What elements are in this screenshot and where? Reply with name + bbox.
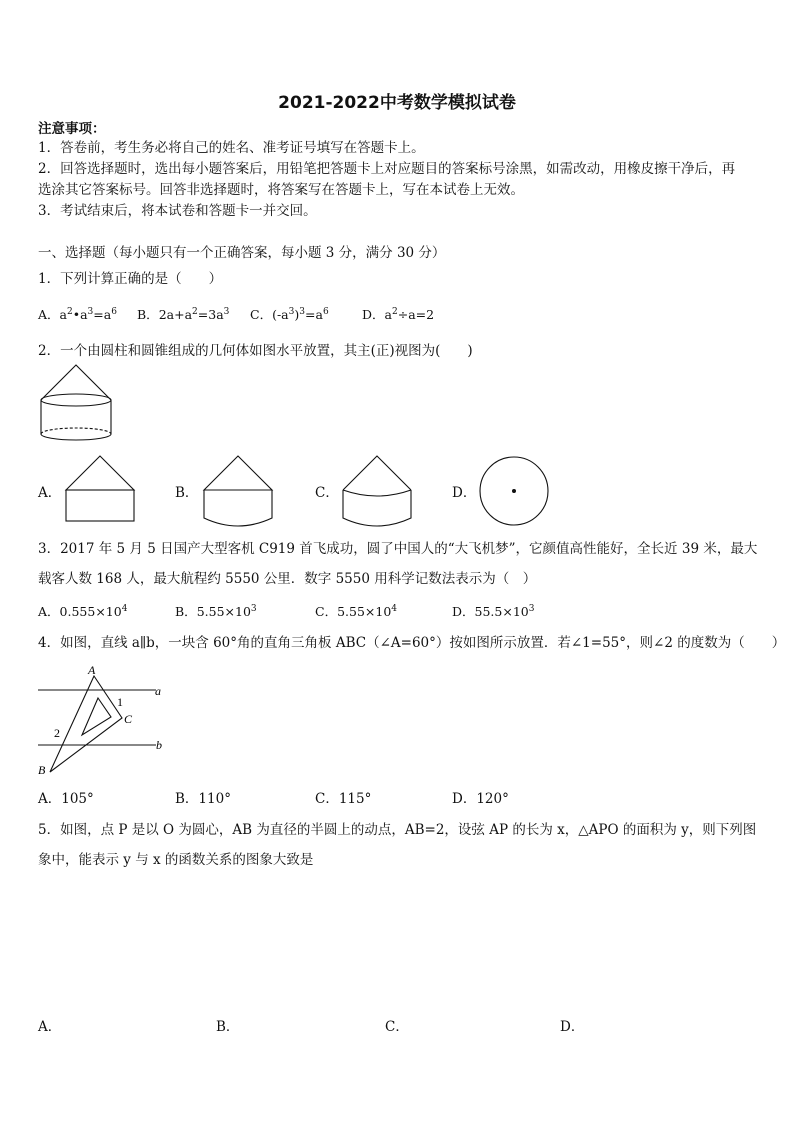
q2-option-d-label: D．: [452, 485, 477, 501]
parallel-lines-triangle-figure: [36, 660, 168, 782]
line-b-label: b: [156, 738, 162, 752]
q3-option-a: A．$0.555\times 10^4$: [38, 604, 128, 619]
notice-heading: 注意事项：: [38, 121, 106, 137]
q5-option-a: A．: [38, 1019, 62, 1035]
q5-option-b: B．: [216, 1019, 240, 1035]
question-5-line-1: 5．如图，点 P 是以 O 为圆心，AB 为直径的半圆上的动点，AB=2，设弦 AP 的长为 x，△APO 的面积为 y，则下列图: [38, 822, 757, 838]
notice-item-2-cont: 选涂其它答案标号。回答非选择题时，将答案写在答题卡上，写在本试卷上无效。: [38, 182, 524, 198]
vertex-A-label: A: [88, 663, 96, 677]
q3-option-b: B．$5.55\times 10^3$: [175, 604, 257, 619]
q2-option-b-figure: [202, 454, 276, 530]
q1-option-c: C．$(-a^3)^3=a^6$: [250, 307, 329, 322]
notice-item-1: 1．答卷前，考生务必将自己的姓名、准考证号填写在答题卡上。: [38, 140, 425, 156]
vertex-C-label: C: [124, 712, 133, 726]
q3-option-c: C．$5.55\times 10^4$: [315, 604, 398, 619]
question-4-stem: 4．如图，直线 a∥b，一块含 60°角的直角三角板 ABC（∠A=60°）按如图所示放置．若∠1=55°，则∠2 的度数为（ ）: [38, 635, 786, 651]
cone-cylinder-solid-figure: [38, 364, 118, 444]
q2-option-d-figure: [478, 456, 552, 528]
q1-option-b: B．$2a+a^2=3a^3$: [137, 307, 230, 322]
q1-option-d: D．$a^2\div a=2$: [362, 307, 435, 322]
question-3-line-1: 3．2017 年 5 月 5 日国产大型客机 C919 首飞成功，圆了中国人的“大飞机梦”，它颜值高性能好，全长近 39 米，最大: [38, 541, 758, 557]
line-a-label: a: [155, 684, 161, 698]
question-3-line-2: 载客人数 168 人，最大航程约 5550 公里．数字 5550 用科学记数法表示为（ ）: [38, 571, 537, 587]
q2-option-a-figure: [64, 454, 136, 524]
vertex-B-label: B: [38, 763, 46, 777]
q2-option-c-figure: [341, 454, 415, 530]
notice-item-2: 2．回答选择题时，选出每小题答案后，用铅笔把答题卡上对应题目的答案标号涂黑，如需改动，用橡皮擦干净后，再: [38, 161, 736, 177]
question-2-stem: 2．一个由圆柱和圆锥组成的几何体如图水平放置，其主(正)视图为( ): [38, 343, 473, 359]
q2-option-b-label: B．: [175, 485, 199, 501]
angle-2-label: 2: [54, 726, 60, 740]
section-heading: 一、选择题（每小题只有一个正确答案，每小题 3 分，满分 30 分）: [38, 245, 446, 261]
q4-option-b: B．110°: [175, 791, 231, 807]
q2-option-a-label: A．: [38, 485, 62, 501]
q5-option-d: D．: [560, 1019, 585, 1035]
q4-option-d: D．120°: [452, 791, 509, 807]
question-5-line-2: 象中，能表示 y 与 x 的函数关系的图象大致是: [38, 852, 314, 868]
q4-option-c: C．115°: [315, 791, 372, 807]
q3-option-d: D．$55.5\times 10^3$: [452, 604, 535, 619]
notice-item-3: 3．考试结束后，将本试卷和答题卡一并交回。: [38, 203, 317, 219]
angle-1-label: 1: [117, 695, 123, 709]
q2-option-c-label: C．: [315, 485, 339, 501]
question-1-stem: 1．下列计算正确的是（ ）: [38, 271, 223, 287]
page-title: 2021-2022中考数学模拟试卷: [278, 93, 516, 113]
q1-option-a: A．$a^2•a^3=a^6$: [38, 307, 117, 322]
q4-option-a: A．105°: [38, 791, 94, 807]
q5-option-c: C．: [385, 1019, 409, 1035]
